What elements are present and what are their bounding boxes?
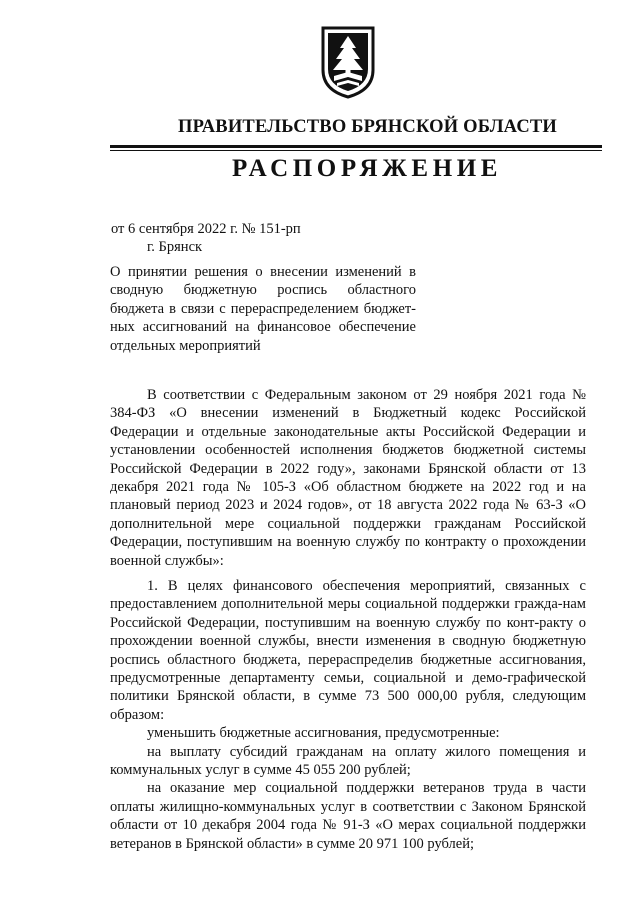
government-title: ПРАВИТЕЛЬСТВО БРЯНСКОЙ ОБЛАСТИ: [178, 117, 558, 137]
reduce-heading: уменьшить бюджетные ассигнования, предусмотренные:: [147, 725, 500, 742]
date-and-number: от 6 сентября 2022 г. № 151-рп: [111, 221, 301, 237]
document-subject: О принятии решения о внесении изменений в сводную бюджетную роспись областного бюджета в связи с перераспределением бюджет-ных ассигнований на финансовое обеспечение отдельных мероприятий: [110, 264, 416, 354]
preamble-paragraph: В соответствии с Федеральным законом от 29 ноября 2021 года № 384-ФЗ «О внесении изменений в Бюджетный кодекс Российской Федерации и отдельные законодательные акты Российской Федерации и установлении особенностей исполнения бюджетов бюджетной системы Российской Федерации в 2022 году», законами Брянской области от 13 декабря 2021 года № 105-З «Об областном бюджете на 2022 год и на плановый период 2023 и 2024 годов», от 18 августа 2022 года № 63-З «О дополнительной мере социальной поддержки гражданам Российской Федерации, поступившим на военную службу по контракту о прохождении военной службы»:: [110, 387, 586, 569]
reduce-item-labor-veterans: на оказание мер социальной поддержки ветеранов труда в части оплаты жилищно-коммунальных услуг в соответствии с Законом Брянской области от 10 декабря 2004 года № 91-З «О мерах социальной поддержки ветеранов в Брянской области» в сумме 20 971 100 рублей;: [110, 780, 586, 852]
header-divider-thin: [110, 150, 602, 151]
document-type: РАСПОРЯЖЕНИЕ: [232, 155, 503, 182]
preamble: [110, 386, 586, 570]
clause-1-paragraph: 1. В целях финансового обеспечения мероприятий, связанных с предоставлением дополнительной меры социальной поддержки гражда-нам Российской Федерации, поступившим на военную службу по конт-ракту о прохождении военной службы, внести изменения в сводную бюджетную роспись областного бюджета, перераспределив бюджетные ассигнования, предусмотренные департаменту семьи, социальной и демо-графической политики Брянской области, в сумме 73 500 000,00 рубля, следующим образом:: [110, 578, 586, 723]
clause-1: [110, 577, 586, 853]
reduce-item-housing-subsidies: на выплату субсидий гражданам на оплату жилого помещения и коммунальных услуг в сумме 45 055 200 рублей;: [110, 743, 586, 779]
header-divider-thick: [110, 145, 602, 148]
bryansk-oblast-coat-of-arms-icon: [319, 24, 377, 100]
city: г. Брянск: [147, 239, 203, 255]
